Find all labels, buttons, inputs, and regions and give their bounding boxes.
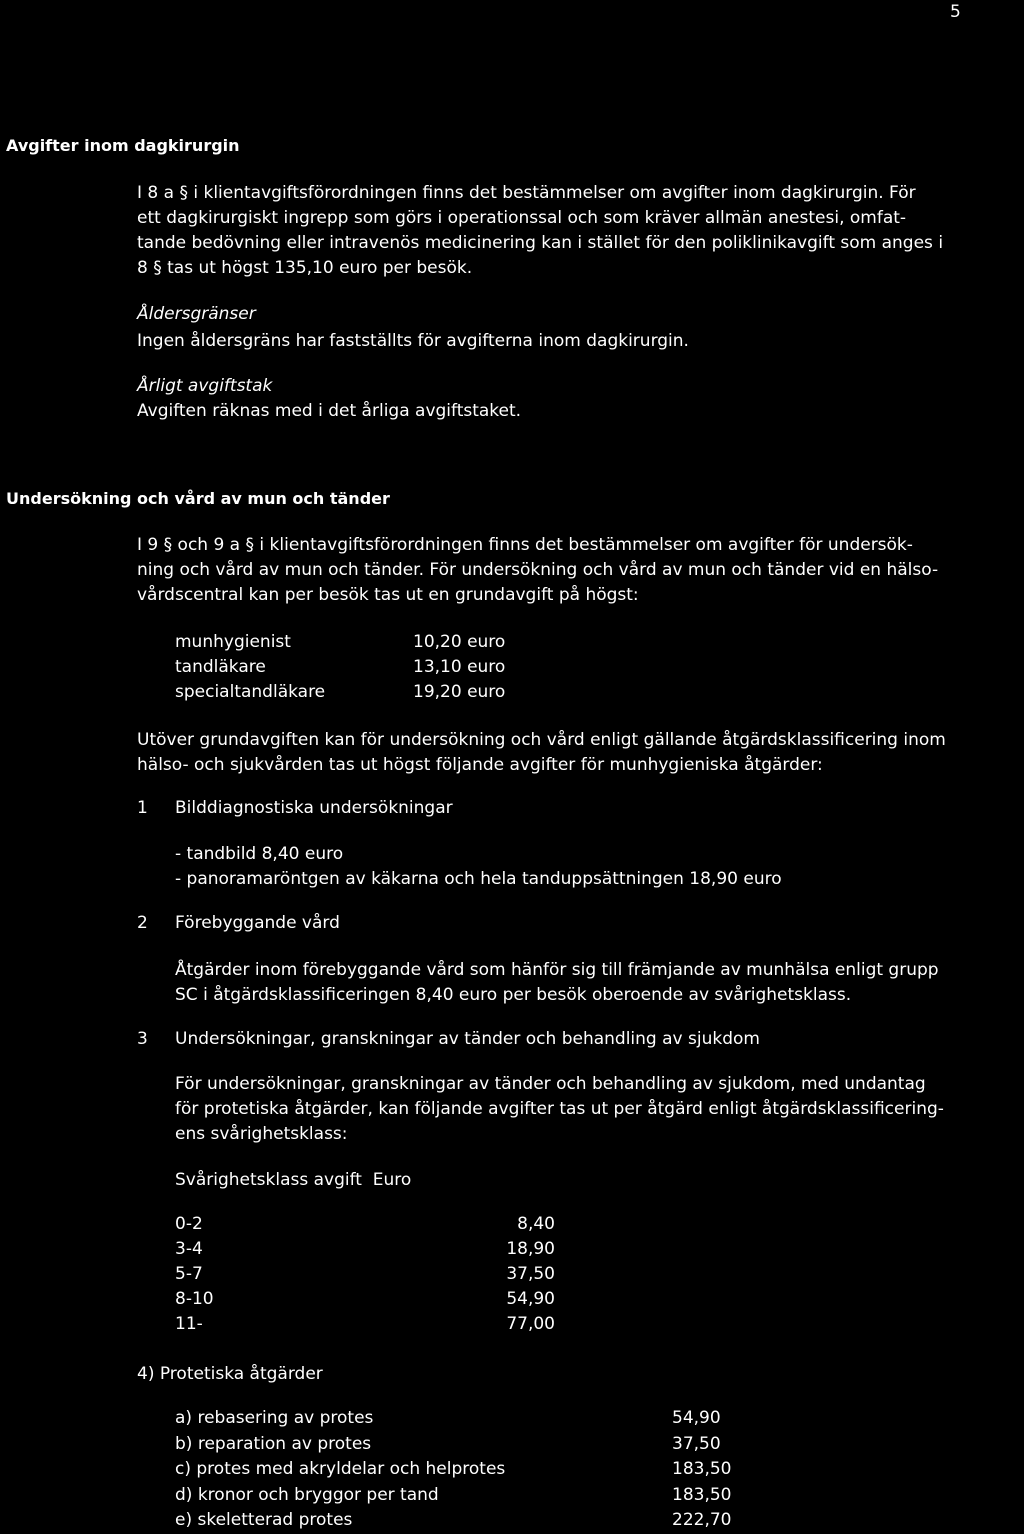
severity-class: 0-2 — [175, 1214, 203, 1234]
item-title: Bilddiagnostiska undersökningar — [175, 798, 453, 818]
prosthetic-value: 37,50 — [672, 1433, 721, 1454]
severity-euro: 37,50 — [506, 1264, 555, 1284]
item-number: 2 — [137, 913, 148, 933]
paragraph-line: tande bedövning eller intravenös medicinering kan i stället för den poliklinikavgift som anges i — [137, 233, 944, 253]
dagkirurgi-paragraph — [137, 181, 943, 281]
basic-fee-value: 13,10 euro — [413, 657, 506, 677]
item-number: 1 — [137, 798, 148, 818]
severity-table — [175, 1212, 555, 1337]
prosthetic-label: a) rebasering av protes — [175, 1408, 374, 1428]
item1-bullets — [175, 842, 782, 892]
prosthetic-label: b) reparation av protes — [175, 1433, 372, 1454]
severity-class: 11- — [175, 1314, 203, 1334]
paragraph-line: SC i åtgärdsklassificeringen 8,40 euro per besök oberoende av svårighetsklass. — [175, 985, 852, 1005]
age-limits-text: Ingen åldersgräns har fastställts för avgifterna inom dagkirurgin. — [137, 331, 689, 351]
paragraph-line: I 8 a § i klientavgiftsförordningen finns det bestämmelser om avgifter inom dagkirurgin. För — [137, 183, 916, 203]
severity-row — [175, 1287, 555, 1312]
paragraph-line: I 9 § och 9 a § i klientavgiftsförordningen finns det bestämmelser om avgifter för undersök- — [137, 535, 913, 555]
severity-row — [175, 1212, 555, 1237]
prosthetic-row — [175, 1432, 740, 1458]
page-number: 5 — [950, 2, 961, 22]
prosthetic-label: e) skeletterad protes — [175, 1510, 353, 1530]
basic-fee-label: munhygienist — [175, 632, 291, 652]
severity-table-header: Svårighetsklass avgift Euro — [175, 1170, 412, 1190]
basic-fee-value: 10,20 euro — [413, 632, 506, 652]
bullet-line: - tandbild 8,40 euro — [175, 844, 344, 864]
section-heading-mun-tander: Undersökning och vård av mun och tänder — [6, 489, 390, 508]
basic-fee-label: tandläkare — [175, 657, 266, 677]
prosthetic-row — [175, 1406, 740, 1432]
severity-euro: 54,90 — [506, 1289, 555, 1309]
item3-text — [175, 1072, 944, 1147]
basic-fee-row — [175, 630, 506, 655]
additional-fees-paragraph — [137, 728, 946, 778]
paragraph-line: vårdscentral kan per besök tas ut en grundavgift på högst: — [137, 585, 639, 605]
basic-fee-label: specialtandläkare — [175, 682, 326, 702]
basic-fee-row — [175, 655, 506, 680]
severity-euro: 8,40 — [517, 1214, 555, 1234]
item2-text — [175, 958, 939, 1008]
severity-row — [175, 1312, 555, 1337]
prosthetic-value: 183,50 — [672, 1484, 732, 1505]
bullet-line: - panoramaröntgen av käkarna och hela tanduppsättningen 18,90 euro — [175, 869, 782, 889]
severity-class: 5-7 — [175, 1264, 203, 1284]
prosthetic-row — [175, 1508, 740, 1534]
severity-class: 8-10 — [175, 1289, 214, 1309]
item-title: Förebyggande vård — [175, 913, 340, 933]
age-limits-title: Åldersgränser — [137, 304, 256, 324]
section-heading-dagkirurgi: Avgifter inom dagkirurgin — [6, 136, 240, 155]
severity-euro: 18,90 — [506, 1239, 555, 1259]
severity-class: 3-4 — [175, 1239, 203, 1259]
prosthetic-label: d) kronor och bryggor per tand — [175, 1484, 439, 1505]
paragraph-line: 8 § tas ut högst 135,10 euro per besök. — [137, 258, 473, 278]
prosthetic-label: c) protes med akryldelar och helprotes — [175, 1459, 506, 1479]
paragraph-line: för protetiska åtgärder, kan följande avgifter tas ut per åtgärd enligt åtgärdsklassificering- — [175, 1099, 944, 1119]
paragraph-line: ett dagkirurgiskt ingrepp som görs i operationssal och som kräver allmän anestesi, omfat- — [137, 208, 907, 228]
item4-title: 4) Protetiska åtgärder — [137, 1364, 323, 1384]
paragraph-line: Utöver grundavgiften kan för undersökning och vård enligt gällande åtgärdsklassificering inom — [137, 730, 946, 750]
annual-cap-title: Årligt avgiftstak — [137, 376, 273, 396]
basic-fee-value: 19,20 euro — [413, 682, 506, 702]
prosthetic-table — [175, 1406, 740, 1534]
paragraph-line: Åtgärder inom förebyggande vård som hänför sig till främjande av munhälsa enligt grupp — [175, 960, 939, 980]
prosthetic-row — [175, 1483, 740, 1509]
severity-row — [175, 1237, 555, 1262]
basic-fee-table — [175, 630, 506, 705]
severity-euro: 77,00 — [506, 1314, 555, 1334]
mun-tander-paragraph — [137, 533, 938, 608]
prosthetic-value: 222,70 — [672, 1510, 732, 1530]
annual-cap-text: Avgiften räknas med i det årliga avgiftstaket. — [137, 401, 522, 421]
item-number: 3 — [137, 1029, 148, 1049]
paragraph-line: ning och vård av mun och tänder. För undersökning och vård av mun och tänder vid en hälso- — [137, 560, 939, 580]
paragraph-line: hälso- och sjukvården tas ut högst följande avgifter för munhygieniska åtgärder: — [137, 755, 823, 775]
prosthetic-value: 183,50 — [672, 1459, 732, 1479]
prosthetic-row — [175, 1457, 740, 1483]
paragraph-line: För undersökningar, granskningar av tänder och behandling av sjukdom, med undantag — [175, 1074, 926, 1094]
item-title: Undersökningar, granskningar av tänder och behandling av sjukdom — [175, 1029, 760, 1049]
paragraph-line: ens svårighetsklass: — [175, 1124, 348, 1144]
severity-row — [175, 1262, 555, 1287]
basic-fee-row — [175, 680, 506, 705]
prosthetic-value: 54,90 — [672, 1408, 721, 1428]
